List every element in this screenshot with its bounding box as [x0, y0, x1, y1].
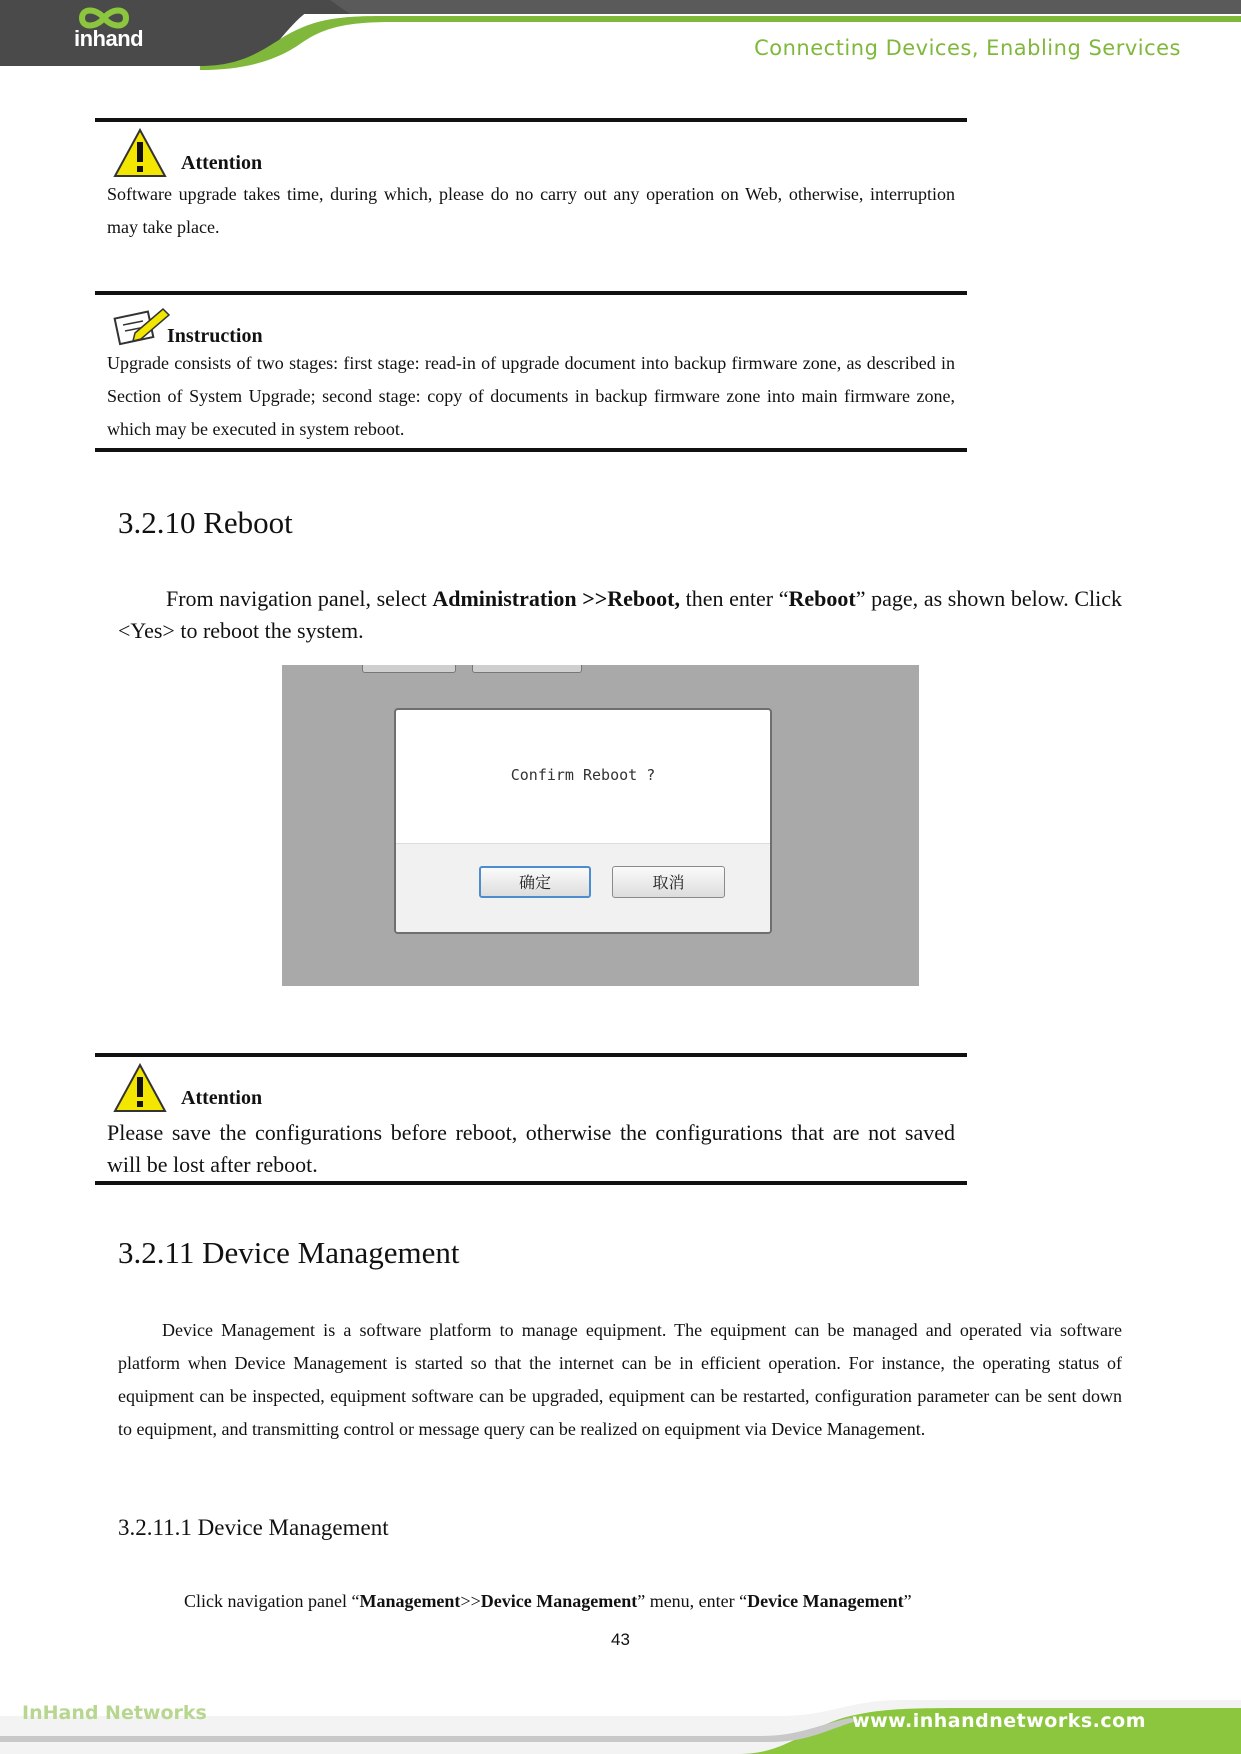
subsection-heading: 3.2.11.1 Device Management	[118, 1515, 389, 1540]
company-name: InHand Networks	[22, 1702, 207, 1724]
confirm-ok-button[interactable]: 确定	[479, 866, 591, 898]
confirm-dialog	[394, 708, 772, 934]
confirm-message: Confirm Reboot ?	[510, 766, 656, 784]
section-heading-reboot: 3.2.10 Reboot	[118, 505, 293, 540]
text-run: ” page, as shown below. Click <Yes> to reboot the system.	[118, 586, 1123, 643]
text-run: ”	[903, 1591, 912, 1611]
notice-text: Software upgrade takes time, during which, please do no carry out any operation on Web, otherwise, interruption may take place.	[107, 184, 955, 237]
text-run: then enter “	[680, 586, 789, 611]
instruction-notice	[95, 291, 967, 452]
attention-notice-1	[95, 118, 967, 278]
device-management-paragraph: Device Management is a software platform to manage equipment. The equipment can be managed and operated via software platform when Device Management is started so that the internet can be in efficient operation. For instance, the operating status of equipment can be inspected, equipment software can be upgraded, equipment can be restarted, configuration parameter can be sent down to equipment, and transmitting control or message query can be realized on equipment via Device Management.	[118, 1320, 1122, 1439]
attention-notice-2	[95, 1053, 967, 1185]
warning-icon	[113, 128, 167, 178]
confirm-cancel-button[interactable]: 取消	[612, 866, 725, 898]
header-tagline: Connecting Devices, Enabling Services	[754, 36, 1181, 60]
menu-name: Device Management	[480, 1591, 638, 1611]
text-run: >>	[460, 1591, 481, 1611]
page-footer	[0, 1680, 1241, 1754]
logo-text: inhand	[74, 26, 144, 51]
page-header	[0, 0, 1241, 70]
menu-name: Management	[359, 1591, 461, 1611]
notice-label: Attention	[181, 152, 263, 174]
reboot-screenshot	[282, 665, 919, 986]
pencil-note-icon	[113, 303, 173, 347]
instruction-paragraph	[118, 1585, 1122, 1618]
website-link[interactable]: www.inhandnetworks.com	[852, 1710, 1146, 1732]
background-button	[362, 665, 456, 673]
reboot-paragraph	[118, 583, 1122, 647]
notice-text: Upgrade consists of two stages: first stage: read-in of upgrade document into backup firmware zone, as described in Section of System Upgrade; second stage: copy of documents in backup firmware zone into main firmware zone, which may be executed in system reboot.	[107, 353, 955, 439]
text-run: From navigation panel, select	[166, 586, 433, 611]
menu-path: Administration >>Reboot,	[432, 586, 680, 611]
text-run: Click navigation panel “	[184, 1591, 360, 1611]
page-name: Device Management	[747, 1591, 904, 1611]
section-heading-device-management: 3.2.11 Device Management	[118, 1235, 460, 1270]
warning-icon	[113, 1063, 167, 1113]
text-run: ” menu, enter “	[637, 1591, 748, 1611]
notice-text: Please save the configurations before reboot, otherwise the configurations that are not saved will be lost after reboot.	[107, 1120, 955, 1177]
notice-label: Instruction	[167, 325, 263, 347]
background-button	[472, 665, 582, 673]
page-name: Reboot	[788, 586, 856, 611]
dialog-button-bar	[396, 843, 770, 932]
notice-label: Attention	[181, 1087, 263, 1109]
page-number: 43	[611, 1630, 630, 1649]
